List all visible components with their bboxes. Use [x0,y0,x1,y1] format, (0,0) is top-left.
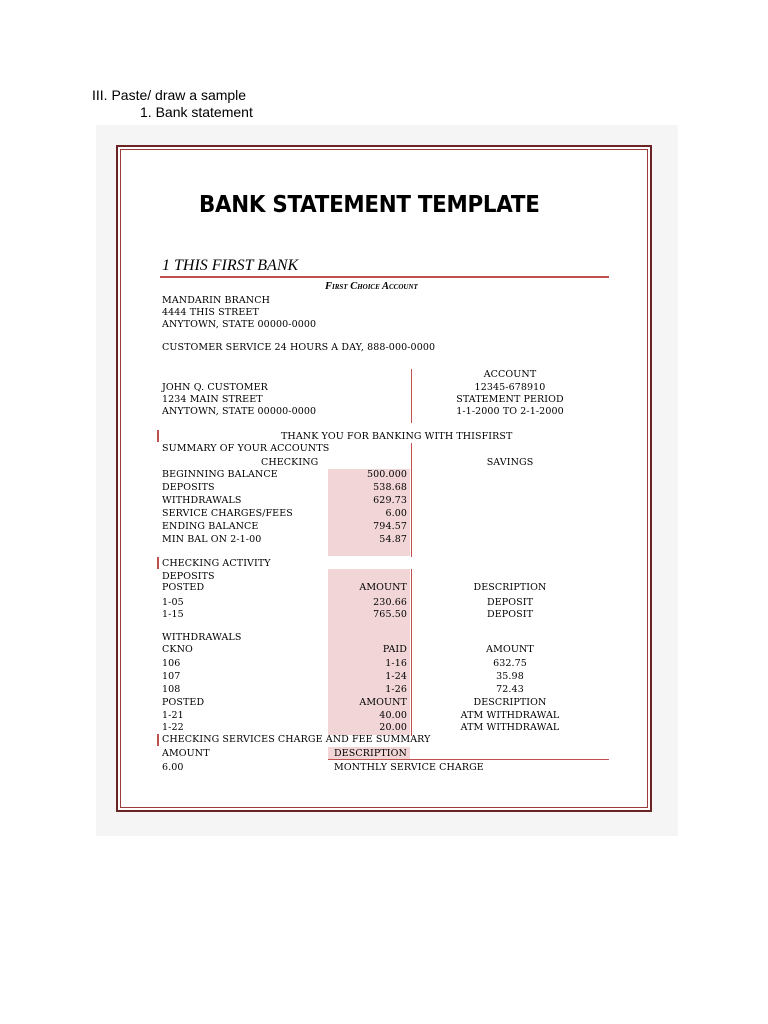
check-paid-2: 1-26 [385,684,407,695]
account-number: 12345-678910 [474,382,546,393]
deposit-header-description: DESCRIPTION [473,582,547,593]
period-label: STATEMENT PERIOD [456,394,564,405]
withdrawals-label: WITHDRAWALS [162,632,242,643]
check-paid-0: 1-16 [385,658,407,669]
account-type: First Choice Account [325,281,418,292]
check-header-amount: AMOUNT [486,644,534,655]
section-subheading: 1. Bank statement [140,104,253,120]
statement-title: BANK STATEMENT TEMPLATE [199,192,540,218]
deposit-header-amount: AMOUNT [359,582,407,593]
fee-rule [328,759,609,760]
activity-marker [157,557,159,569]
check-amount-0: 632.75 [493,658,527,669]
branch-line-3: ANYTOWN, STATE 00000-0000 [162,319,317,330]
checking-label: CHECKING [261,457,319,468]
deposit-description-0: DEPOSIT [486,597,534,608]
atm-posted-0: 1-21 [162,710,184,721]
check-amount-2: 72.43 [496,684,524,695]
check-header-paid: PAID [382,644,407,655]
customer-line-2: 1234 MAIN STREET [162,394,263,405]
check-ckno-1: 107 [162,671,181,682]
summary-label-4: ENDING BALANCE [162,521,259,532]
fee-amount: 6.00 [162,762,184,773]
savings-label: SAVINGS [486,457,534,468]
thanks-message: THANK YOU FOR BANKING WITH THISFIRST [281,431,513,442]
atm-amount-1: 20.00 [379,722,407,733]
summary-value-5: 54.87 [379,534,407,545]
activity-heading: CHECKING ACTIVITY [162,558,271,569]
customer-line-3: ANYTOWN, STATE 00000-0000 [162,406,317,417]
atm-header-posted: POSTED [162,697,205,708]
atm-header-amount: AMOUNT [359,697,407,708]
check-amount-1: 35.98 [496,671,524,682]
summary-value-2: 629.73 [373,495,407,506]
atm-header-description: DESCRIPTION [473,697,547,708]
summary-value-4: 794.57 [373,521,407,532]
summary-label-1: DEPOSITS [162,482,215,493]
service-line: CUSTOMER SERVICE 24 HOURS A DAY, 888-000-0000 [162,342,436,353]
activity-divider [411,569,412,736]
summary-label-5: MIN BAL ON 2-1-00 [162,534,262,545]
period-value: 1-1-2000 TO 2-1-2000 [456,406,564,417]
atm-amount-0: 40.00 [379,710,407,721]
fee-header-description: DESCRIPTION [334,748,407,759]
deposit-header-posted: POSTED [162,582,205,593]
summary-heading: SUMMARY OF YOUR ACCOUNTS [162,443,330,454]
fee-marker [157,734,159,746]
deposit-amount-1: 765.50 [373,609,407,620]
fee-heading: CHECKING SERVICES CHARGE AND FEE SUMMARY [162,734,431,745]
account-divider [411,369,412,423]
deposit-description-1: DEPOSIT [486,609,534,620]
deposits-label: DEPOSITS [162,571,215,582]
check-header-ckno: CKNO [162,644,193,655]
atm-description-1: ATM WITHDRAWAL [460,722,560,733]
thanks-marker [157,430,159,442]
header-rule [160,276,609,278]
deposit-posted-0: 1-05 [162,597,184,608]
branch-line-1: MANDARIN BRANCH [162,295,270,306]
summary-label-2: WITHDRAWALS [162,495,242,506]
fee-description: MONTHLY SERVICE CHARGE [334,762,484,773]
summary-label-0: BEGINNING BALANCE [162,469,278,480]
summary-divider [411,443,412,557]
check-ckno-2: 108 [162,684,181,695]
summary-label-3: SERVICE CHARGES/FEES [162,508,293,519]
summary-value-0: 500.000 [367,469,407,480]
summary-value-3: 6.00 [385,508,407,519]
branch-line-2: 4444 THIS STREET [162,307,259,318]
summary-value-1: 538.68 [373,482,407,493]
atm-description-0: ATM WITHDRAWAL [460,710,560,721]
fee-header-amount: AMOUNT [162,748,210,759]
section-heading: III. Paste/ draw a sample [92,87,247,103]
deposit-amount-0: 230.66 [373,597,407,608]
deposit-posted-1: 1-15 [162,609,184,620]
bank-name: 1 THIS FIRST BANK [162,257,299,274]
customer-line-1: JOHN Q. CUSTOMER [162,382,268,393]
check-ckno-0: 106 [162,658,181,669]
account-label: ACCOUNT [483,369,537,380]
atm-posted-1: 1-22 [162,722,184,733]
check-paid-1: 1-24 [385,671,407,682]
